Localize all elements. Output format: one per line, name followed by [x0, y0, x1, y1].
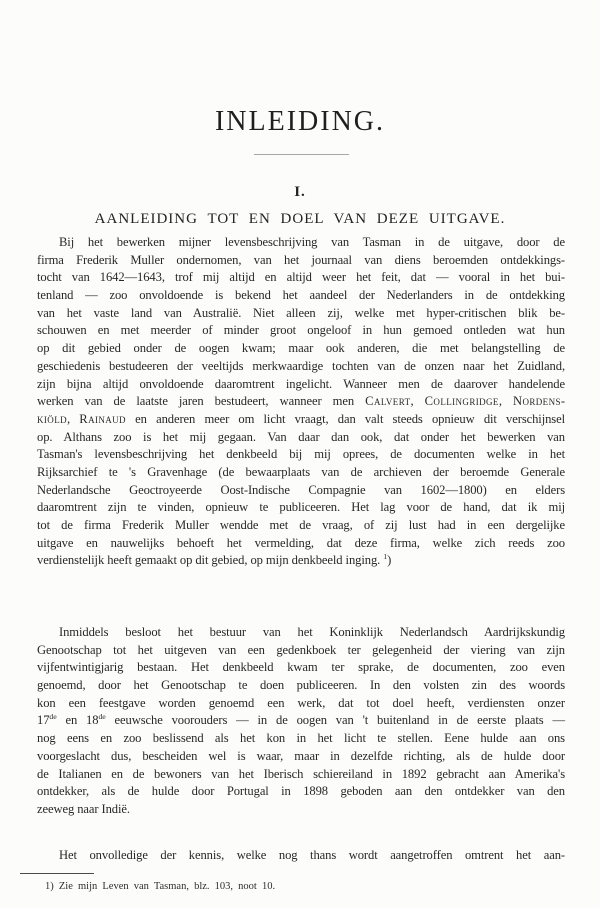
paragraph-2 — [37, 624, 565, 819]
footnote: 1) Zie mijn Leven van Tasman, blz. 103, noot 10. — [45, 881, 276, 892]
text-line: daaromtrent zijn te vinden, opnieuw te publiceeren. Het lag voor de hand, dat ik mij — [37, 500, 565, 515]
text-line: Inmiddels besloot het bestuur van het Koninklijk Nederlandsch Aardrijkskundig — [59, 625, 565, 639]
text-line: firma Frederik Muller ondernomen, van het journaal van diens beroemden ontdekkings- — [37, 252, 565, 267]
section-heading: AANLEIDING TOT EN DOEL VAN DEZE UITGAVE. — [94, 211, 506, 227]
text-line: Nederlandsche Geoctroyeerde Oost-Indische Compagnie van 1602—1800) en elders — [37, 482, 565, 497]
text-line: zeeweg naar Indië. — [37, 801, 130, 816]
paragraph-1 — [37, 234, 565, 570]
text-line: ontdekker, als de hulde door Portugal in 1898 geboden aan den ontdekker van den — [37, 784, 565, 799]
text-line: kon een feestgave worden genoemd een werk, dat tot doel heeft, verdiensten onzer — [37, 695, 565, 710]
text-line: genoemd, door het Genootschap te doen publiceeren. In den volsten zin des woords — [37, 678, 565, 693]
section-number: I. — [294, 184, 306, 200]
text-line: schouwen en met meerder of minder groot ongeloof in hun gemoed ontleden wat hun — [37, 323, 565, 338]
paragraph-3 — [37, 847, 565, 865]
text-line: op dit gebied onder de oogen kwam; maar ook anderen, die met belangstelling de — [37, 341, 565, 356]
text-line: Tasman's levensbeschrijving het denkbeeld bij mij oprees, de documenten welke in het — [37, 447, 565, 462]
text-line: vijfentwintigjarig bestaan. Het denkbeeld kwam ter sprake, de documenten, zoo even — [37, 660, 565, 675]
text-line: werken van de laatste jaren bestudeert, wanneer men Calvert, Collingridge, Nordens- — [37, 394, 565, 409]
text-line: Rijksarchief te 's Gravenhage (de bewaarplaats van de archieven der beroemde Generale — [37, 464, 565, 479]
text-line: tocht van 1642—1643, trof mij altijd en altijd weer het feit, dat — vooral in het bui- — [37, 270, 565, 285]
text-line: van het vaste land van Australië. Niet alleen zij, welke met hyper-critischen blik be- — [37, 305, 565, 320]
text-line: Genootschap tot het uitgeven van een gedenkboek ter gelegenheid der viering van zijn — [37, 642, 565, 657]
text-line: voorgeslacht dus, bescheiden wel is waar, maar in dezelfde richting, als de hulde door — [37, 748, 565, 763]
text-line: Bij het bewerken mijner levensbeschrijving van Tasman in de uitgave, door de — [59, 235, 565, 249]
text-line: verdienstelijk heeft gemaakt op dit gebied, op mijn denkbeeld inging. $^1$) — [37, 552, 392, 568]
text-line: geschiedenis bestudeeren der veeltijds merkwaardige tochten van de onzen naar het Zuidland, — [37, 358, 565, 373]
text-line: tot de firma Frederik Muller wendde met de vraag, of zij lust had in een dergelijke — [37, 518, 565, 532]
text-line: 17de en 18de eeuwsche voorouders — in de oogen van 't buitenland in de eerste plaats — — [37, 712, 566, 728]
title-divider — [254, 154, 349, 155]
text-line: uitgave en nauwelijks behoeft het vermelding, dat deze firma, welke zich reeds zoo — [37, 535, 565, 550]
text-line: de Italianen en de bewoners van het Iberisch schiereiland in 1892 gebracht aan Amerika's — [37, 766, 565, 781]
text-line: zijn bijna altijd onvoldoende daaromtrent ingelicht. Wanneer men de daarover handelende — [37, 376, 565, 391]
text-line: kiöld, Rainaud en anderen meer om licht vraagt, dan valt steeds opnieuw dit verschijnsel — [37, 411, 565, 426]
text-line: nog eens en zoo beslissend als het kon in het licht te stellen. Eene hulde aan ons — [37, 731, 565, 746]
text-line: tenland — zoo onvoldoende is bekend het aandeel der Nederlanders in de ontdekking — [37, 288, 565, 303]
text-line: op. Althans zoo is het mij gegaan. Van daar dan ook, dat onder het bewerken van — [37, 429, 565, 444]
footnote-divider — [20, 873, 94, 874]
text-line: Het onvolledige der kennis, welke nog thans wordt aangetroffen omtrent het aan- — [59, 848, 565, 862]
page-title: INLEIDING. — [214, 106, 386, 137]
